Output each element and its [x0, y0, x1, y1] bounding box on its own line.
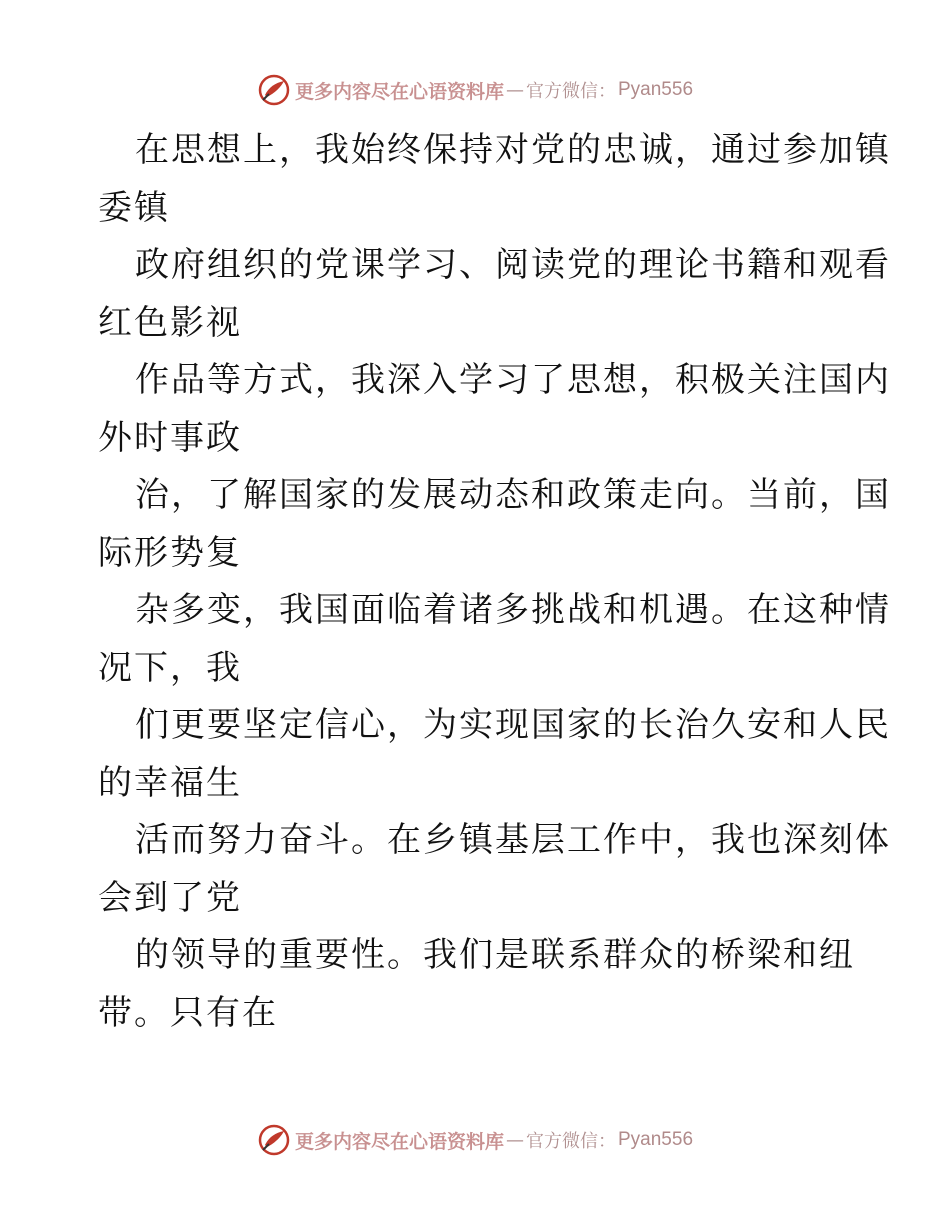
text-line: 的领导的重要性。我们是联系群众的桥梁和纽 [135, 935, 855, 975]
text-line: 在思想上，我始终保持对党的忠诚，通过参加镇 [135, 130, 891, 170]
wechat-id: Pyan556 [618, 1129, 694, 1150]
banner-dash: — [506, 79, 524, 101]
text-line: 们更要坚定信心，为实现国家的长治久安和人民 [135, 705, 891, 745]
banner-dash: — [506, 1129, 524, 1151]
text-line: 委镇 [98, 187, 170, 228]
banner-text: 更多内容尽在心语资料库 [294, 80, 504, 103]
text-line: 政府组织的党课学习、阅读党的理论书籍和观看 [135, 245, 891, 285]
text-line: 际形势复 [98, 532, 242, 573]
header-banner [0, 70, 950, 110]
banner-label: 官方微信： [526, 1131, 616, 1152]
wechat-id: Pyan556 [618, 79, 694, 100]
document-body [98, 122, 891, 1042]
pen-logo-icon [257, 1123, 291, 1157]
text-line: 红色影视 [98, 302, 242, 343]
text-line: 的幸福生 [98, 762, 242, 803]
text-line: 活而努力奋斗。在乡镇基层工作中，我也深刻体 [135, 820, 891, 860]
text-line: 作品等方式，我深入学习了思想，积极关注国内 [135, 360, 891, 400]
text-line: 况下，我 [98, 647, 242, 688]
banner-label: 官方微信： [526, 81, 616, 102]
text-line: 外时事政 [98, 417, 242, 458]
footer-banner [0, 1120, 950, 1160]
text-line: 会到了党 [98, 877, 242, 918]
text-line: 带。只有在 [98, 992, 278, 1033]
pen-logo-icon [257, 73, 291, 107]
banner-text: 更多内容尽在心语资料库 [294, 1130, 504, 1153]
text-line: 杂多变，我国面临着诸多挑战和机遇。在这种情 [135, 590, 891, 630]
text-line: 治，了解国家的发展动态和政策走向。当前，国 [135, 475, 891, 515]
